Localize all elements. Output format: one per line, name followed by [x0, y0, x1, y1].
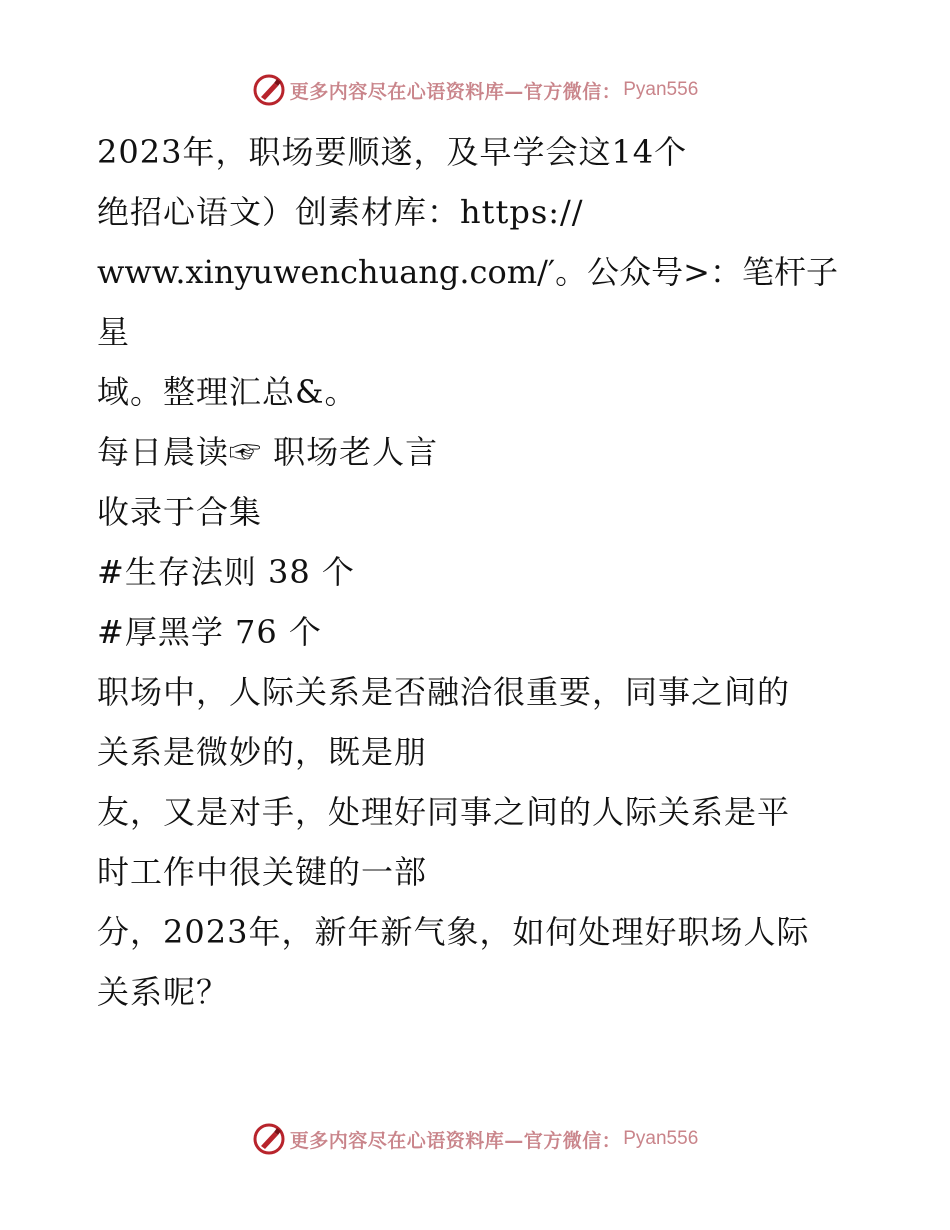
pen-seal-icon [252, 73, 286, 107]
pen-seal-icon [252, 1122, 286, 1156]
hashtag-survival-rules: #生存法则 38 个 [97, 553, 355, 591]
document-body [97, 122, 842, 1022]
header-banner [0, 70, 950, 110]
text-line-para-2a: 友，又是对手，处理好同事之间的人际关系是平 [97, 793, 791, 831]
text-line-para-3a: 分，2023年，新年新气象，如何处理好职场人际 [97, 913, 810, 951]
header-banner-text: 更多内容尽在心语资料库—官方微信： [289, 80, 622, 103]
text-line-source-1: 绝招心语文）创素材库：https:// [97, 193, 584, 231]
text-line-title-1: 2023年，职场要顺遂，及早学会这14个 [97, 133, 688, 171]
text-line-collection: 收录于合集 [97, 493, 263, 531]
text-line-source-url: www.xinyuwenchuang.com/′。公众号>：笔杆子星 [97, 253, 838, 351]
text-line-para-2b: 时工作中很关键的一部 [97, 853, 428, 891]
text-line-para-1b: 关系是微妙的，既是朋 [97, 733, 428, 771]
hashtag-thick-black: #厚黑学 76 个 [97, 613, 322, 651]
text-line-para-3b: 关系呢？ [97, 973, 230, 1011]
footer-banner [0, 1119, 950, 1159]
text-line-source-3: 域。整理汇总&。 [97, 373, 358, 411]
footer-wechat-id: Pyan556 [623, 1128, 699, 1149]
footer-banner-text: 更多内容尽在心语资料库—官方微信： [289, 1129, 622, 1152]
text-line-para-1a: 职场中，人际关系是否融洽很重要，同事之间的 [97, 673, 791, 711]
text-line-morning-read: 每日晨读☞ 职场老人言 [97, 433, 439, 471]
header-wechat-id: Pyan556 [623, 79, 699, 100]
